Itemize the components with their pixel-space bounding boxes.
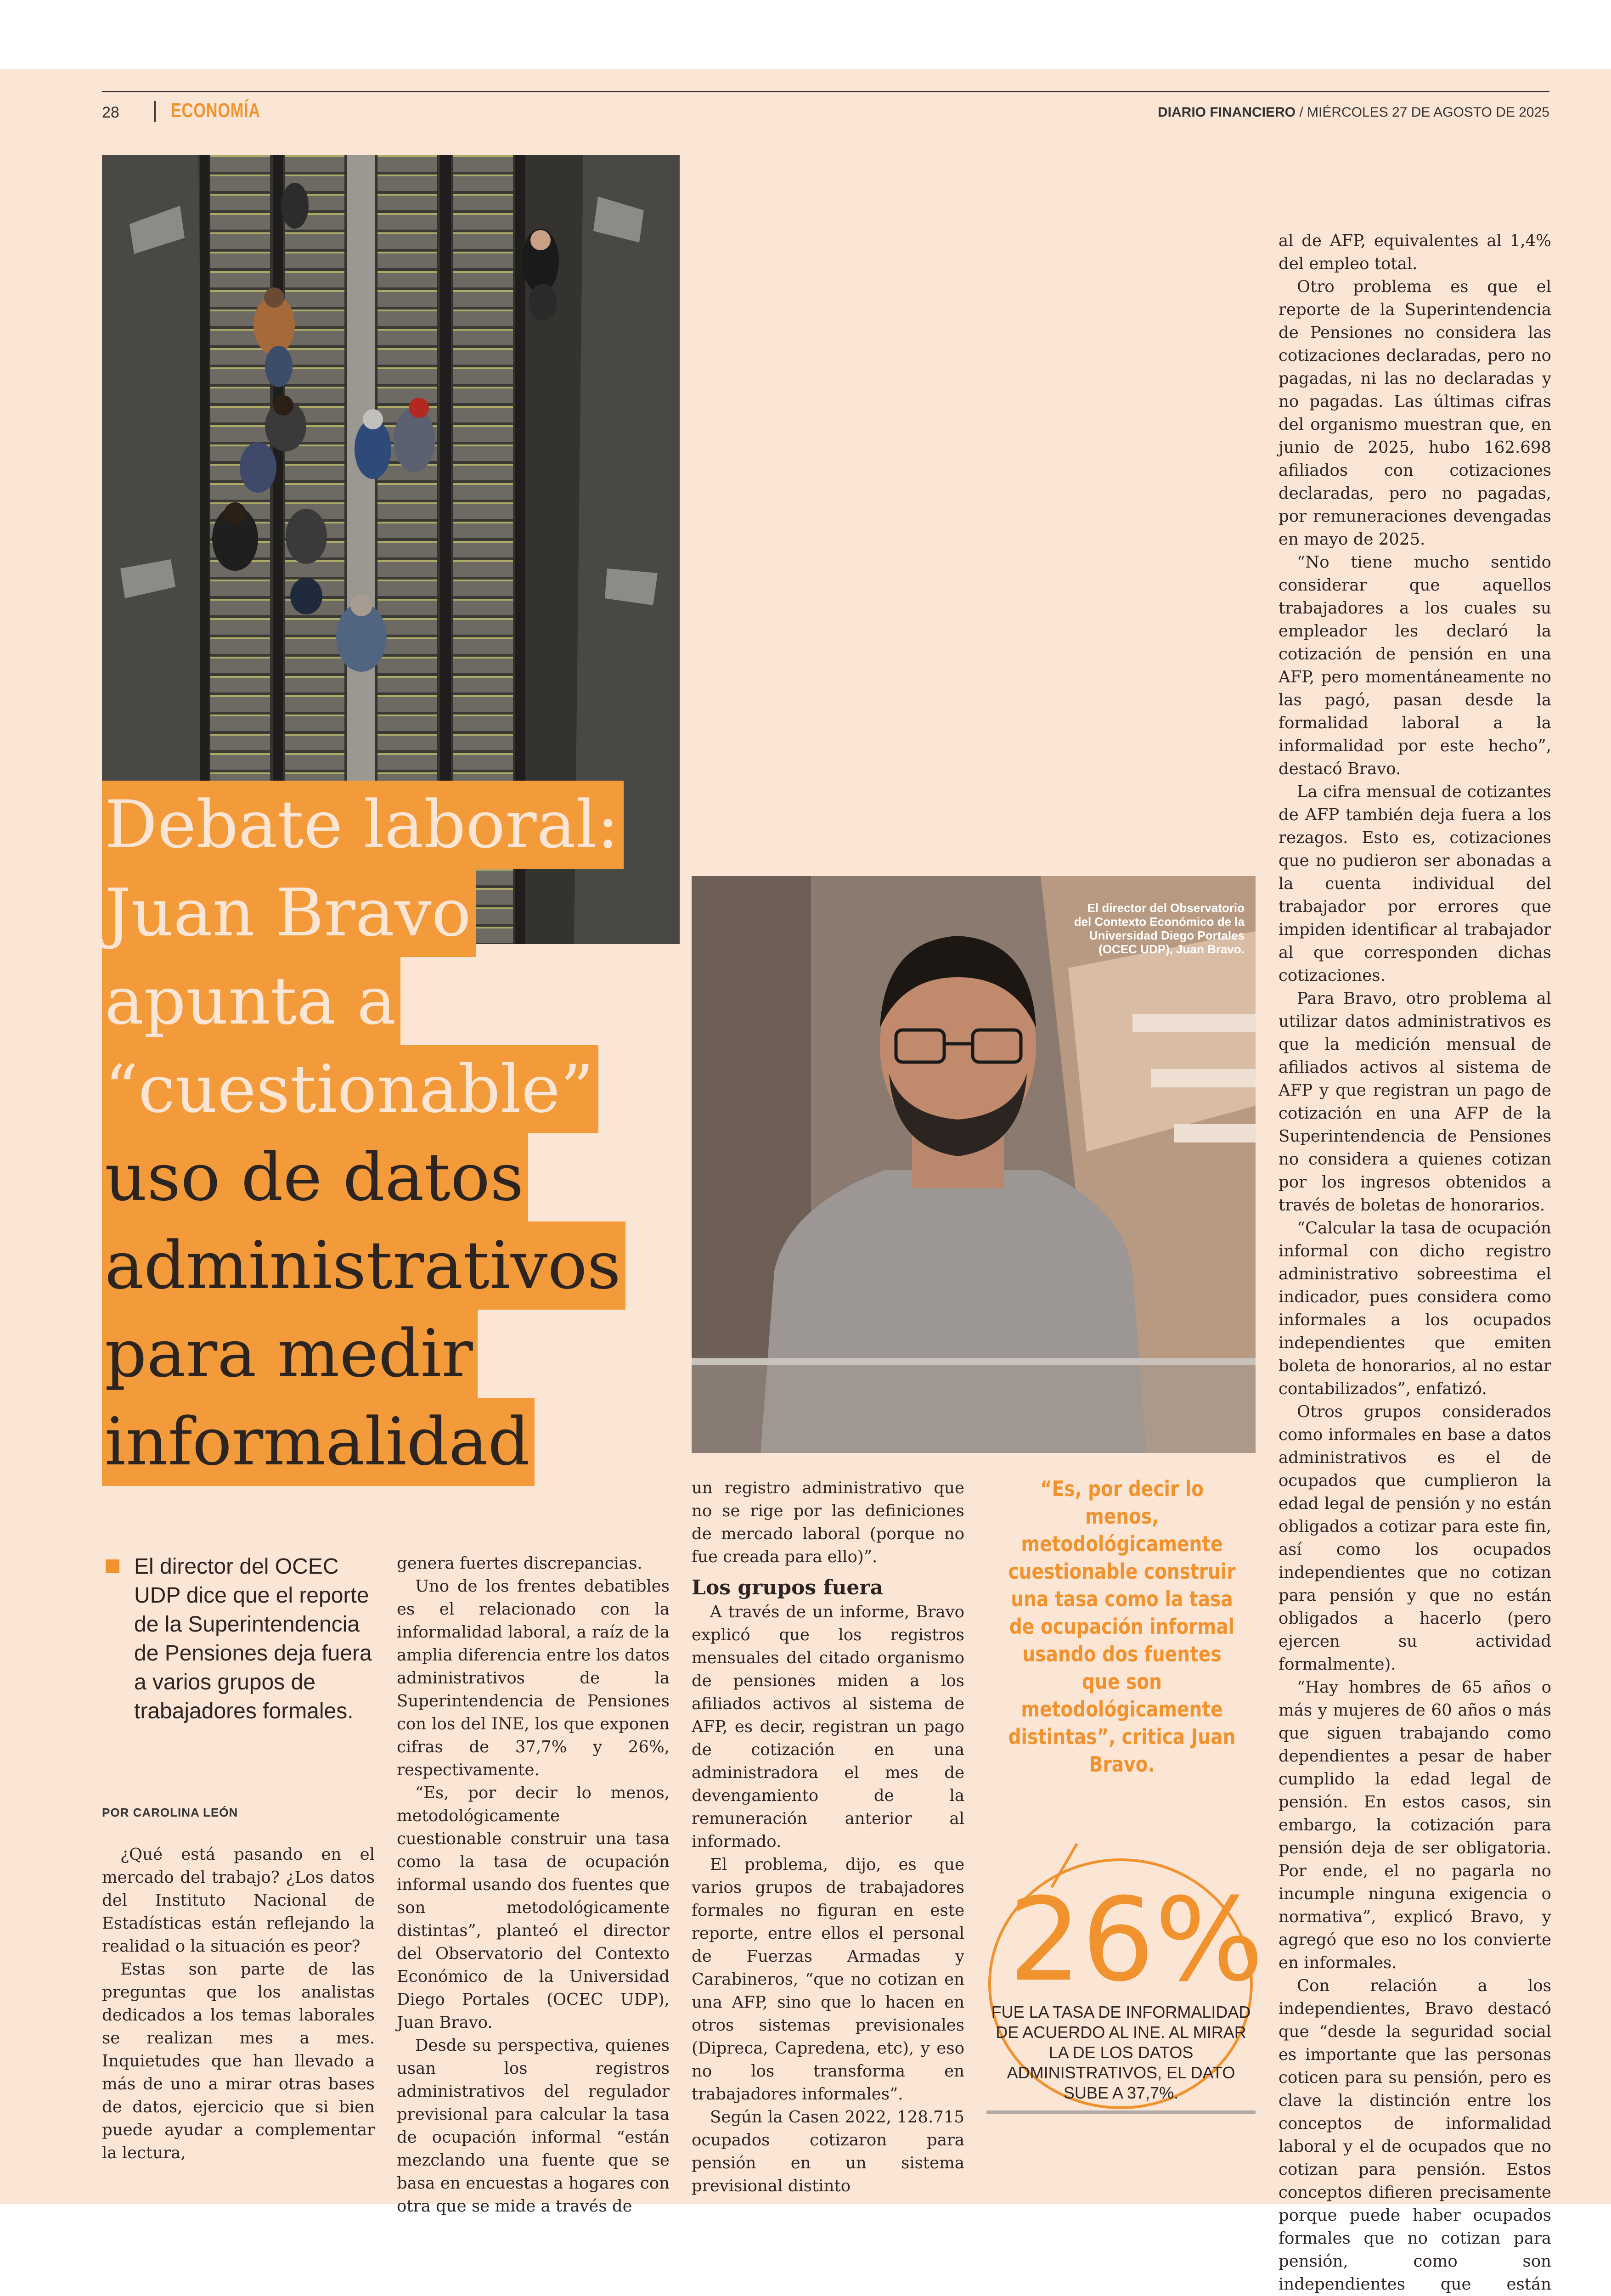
- section-divider: [154, 101, 156, 122]
- paragraph: Con relación a los independientes, Bravo destacó que “desde la seguridad social es importante que las personas coticen para su pensión, pero es clave la distinción entre los conceptos de informalidad laboral y el de ocupados que no cotizan para pensión. Estos conceptos difieren precisamente porque puede haber ocupados formales que no cotizan para pensión, como son independientes que están: [1279, 1976, 1551, 2294]
- portrait-illustration: [692, 876, 1256, 1453]
- paragraph: “Calcular la tasa de ocupación informal con dicho registro administrativo sobreestima el indicador, pues considera como informales a los ocupados independientes que emiten boleta de honorarios, al no estar contabilizados”, enfatizó.: [1279, 1219, 1551, 1398]
- headline: [102, 781, 694, 1486]
- publication-name: DIARIO FINANCIERO: [1157, 105, 1296, 120]
- paragraph: genera fuertes discrepancias.: [397, 1554, 642, 1573]
- publication-date: / MIÉRCOLES 27 DE AGOSTO DE 2025: [1299, 105, 1549, 120]
- headline-line: Debate laboral:: [102, 781, 624, 869]
- paragraph: Para Bravo, otro problema al utilizar datos administrativos es que la medición mensual de afiliados activos al sistema de AFP y que registran un pago de cotización en una AFP de la Superintendencia de Pensiones no considera a quienes cotizan por los ingresos obtenidos a través de boletas de honorarios.: [1279, 989, 1551, 1215]
- page-number: 28: [102, 104, 119, 121]
- article-column-3: [692, 1477, 964, 2198]
- paragraph: “Hay hombres de 65 años o más y mujeres de 60 años o más que siguen trabajando como dependientes a pesar de haber cumplido la edad legal de pensión. En estos casos, sin embargo, la cotización para pensión deja de ser obligatoria. Por ende, el no pagarla no incumple ninguna exigencia o normativa”, explicó Bravo, y agregó que eso no los convierte en informales.: [1279, 1678, 1551, 1972]
- headline-line: apunta a: [102, 957, 400, 1045]
- stat-value: 26%: [1008, 1873, 1264, 2007]
- paragraph: un registro administrativo que no se rige por las definiciones de mercado laboral (porque no fue creada para ello)”.: [692, 1479, 964, 1566]
- headline-line: “cuestionable”: [102, 1045, 598, 1133]
- portrait-photo: [692, 876, 1256, 1453]
- stat-description: FUE LA TASA DE INFORMALIDAD DE ACUERDO AL INE. AL MIRAR LA DE LOS DATOS ADMINISTRATIVOS, EL DATO SUBE A 37,7%.: [991, 2003, 1251, 2102]
- paragraph: Uno de los frentes debatibles es el relacionado con la informalidad laboral, a raíz de la amplia diferencia entre los datos administrativos de la Superintendencia de Pensiones con los del INE, los que exponen cifras de 37,7% y 26%, respectivamente.: [397, 1577, 670, 1779]
- paragraph: Desde su perspectiva, quienes usan los registros administrativos del regulador previsional para calcular la tasa de ocupación informal “están mezclando una fuente que se basa en encuestas a hogares con otra que se mide a través de: [397, 2036, 670, 2216]
- article-column-5: [1279, 230, 1551, 2296]
- paragraph: al de AFP, equivalentes al 1,4% del empleo total.: [1279, 231, 1551, 273]
- article-column-2: [397, 1552, 670, 2218]
- headline-line: uso de datos: [102, 1133, 528, 1221]
- paragraph: “Es, por decir lo menos, metodológicamente cuestionable construir una tasa como la tasa de ocupación informal usando dos fuentes que son metodológicamente distintas”, planteó el director del Observatorio del Contexto Económico de la Universidad Diego Portales (OCEC UDP), Juan Bravo.: [397, 1784, 670, 2032]
- dateline: [1158, 105, 1549, 120]
- photo-caption: El director del Observatorio del Contexto Económico de la Universidad Diego Portales (OCEC UDP), Juan Bravo.: [1074, 901, 1245, 956]
- paragraph: “No tiene mucho sentido considerar que aquellos trabajadores a los cuales su empleador les declaró la cotización de pensión en una AFP, pero momentáneamente no las pagó, pasan desde la formalidad laboral a la informalidad por este hecho”, destacó Bravo.: [1279, 553, 1551, 778]
- headline-line: informalidad: [102, 1398, 535, 1486]
- paragraph: Otro problema es que el reporte de la Superintendencia de Pensiones no considera las cotizaciones declaradas, pero no pagadas, ni las no declaradas y no pagadas. Las últimas cifras del organismo muestran que, en junio de 2025, hubo 162.698 afiliados con cotizaciones declaradas, pero no pagadas, por remuneraciones devengadas en mayo de 2025.: [1279, 277, 1551, 549]
- byline: POR CAROLINA LEÓN: [102, 1806, 238, 1819]
- section-label: ECONOMÍA: [171, 99, 260, 122]
- article-column-1: [102, 1843, 375, 2165]
- paragraph: La cifra mensual de cotizantes de AFP también deja fuera a los rezagos. Esto es, cotizaciones que no pudieron ser abonadas a la cuenta individual del trabajador por errores que impiden identificar al trabajador al que corresponden dichas cotizaciones.: [1279, 782, 1551, 985]
- paragraph: Otros grupos considerados como informales en base a datos administrativos es el de ocupados que cumplieron la edad legal de pensión y no están obligados a cotizar para este fin, así como los ocupados independientes que no cotizan para pensión y que no están obligados a hacerlo (pero ejercen su actividad formalmente).: [1279, 1402, 1551, 1674]
- subheading: Los grupos fuera: [692, 1576, 884, 1599]
- headline-line: para medir: [102, 1310, 478, 1398]
- header-rule: [102, 91, 1549, 92]
- intro-summary: El director del OCEC UDP dice que el reporte de la Superintendencia de Pensiones deja fuera a varios grupos de trabajadores formales.: [134, 1554, 372, 1723]
- paragraph: ¿Qué está pasando en el mercado del trabajo? ¿Los datos del Instituto Nacional de Estadísticas están reflejando la realidad o la situación es peor?: [102, 1845, 375, 1956]
- paragraph: Según la Casen 2022, 128.715 ocupados cotizaron para pensión en un sistema previsional distinto: [692, 2108, 964, 2195]
- paragraph: Estas son parte de las preguntas que los analistas dedicados a los temas laborales se realizan mes a mes. Inquietudes que han llevado a más de uno a mirar otras bases de datos, ejercicio que si bien puede ayudar a complementar la lectura,: [102, 1960, 375, 2162]
- stat-rule: [986, 2110, 1256, 2114]
- headline-line: Juan Bravo: [102, 869, 476, 957]
- paragraph: El problema, dijo, es que varios grupos de trabajadores formales no figuran en este reporte, entre ellos el personal de Fuerzas Armadas y Carabineros, “que no cotizan en una AFP, sino que lo hacen en otros sistemas previsionales (Dipreca, Capredena, etc), y eso no los transforma en trabajadores informales”.: [692, 1855, 964, 2104]
- intro-bullet-icon: [106, 1559, 119, 1573]
- headline-line: administrativos: [102, 1221, 625, 1310]
- pull-quote: “Es, por decir lo menos, metodológicamente cuestionable construir una tasa como la tasa de ocupación informal usando dos fuentes que son metodológicamente distintas”, critica Juan Bravo.: [1008, 1476, 1236, 1777]
- paragraph: A través de un informe, Bravo explicó que los registros mensuales del citado organismo de pensiones miden a los afiliados activos al sistema de AFP, es decir, registran un pago de cotización en una administradora el mes de devengamiento de la remuneración anterior al informado.: [692, 1603, 964, 1851]
